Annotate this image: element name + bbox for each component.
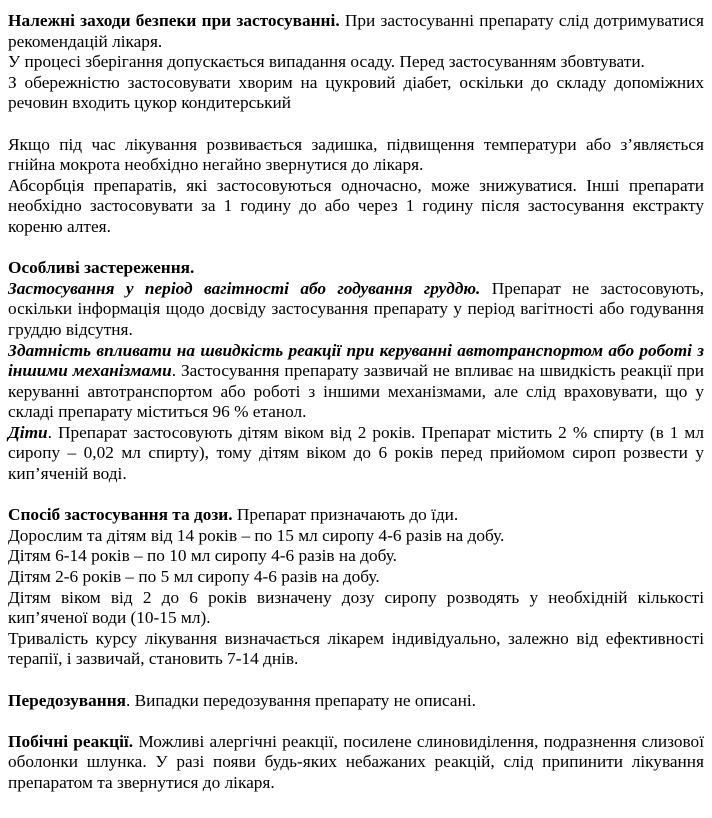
side-effects-paragraph — [8, 732, 704, 794]
diabetes-paragraph: З обережністю застосовувати хворим на цукровий діабет, оскільки до складу допоміжних речовин входить цукор кондитерський — [8, 72, 704, 113]
side-effects-text: Можливі алергічні реакції, посилене слиновиділення, подразнення слизової оболонки шлунка. У разі появи будь-яких небажаних реакцій, слід припинити лікування препаратом та звернутися до лікаря. — [8, 731, 705, 792]
overdose-heading: Передозування — [8, 690, 127, 710]
dosage-line: Дорослим та дітям від 14 років – по 15 мл сиропу 4-6 разів на добу. — [8, 525, 505, 545]
absorption-paragraph: Абсорбція препаратів, які застосовуються одночасно, може знижуватися. Інші препарати необхідно застосовувати за 1 годину до або через 1 годину після застосування екстракту кореню алтея. — [8, 175, 704, 236]
safety-heading: Належні заходи безпеки при застосуванні. — [8, 11, 340, 30]
driving-paragraph — [8, 341, 704, 423]
overdose-text: . Випадки передозування препарату не описані. — [126, 690, 476, 710]
side-effects-heading: Побічні реакції. — [8, 731, 134, 751]
driving-heading: Здатність впливати на швидкість реакції при керуванні автотранспортом або роботі з іншими механізмами — [8, 340, 704, 381]
spacer — [8, 711, 704, 732]
children-heading: Діти — [8, 422, 48, 442]
children-paragraph — [8, 423, 704, 485]
sediment-paragraph: У процесі зберігання допускається випадання осаду. Перед застосуванням збовтувати. — [8, 52, 645, 72]
dosage-line: Дітям 6-14 років – по 10 мл сиропу 4-6 разів на добу. — [8, 546, 397, 566]
pregnancy-paragraph — [8, 279, 704, 341]
pregnancy-heading: Застосування у період вагітності або годування груддю. — [8, 278, 481, 298]
spacer — [8, 670, 704, 691]
overdose-paragraph — [8, 691, 704, 712]
doctor-warning-paragraph: Якщо під час лікування розвивається задишка, підвищення температури або з’являється гнійна мокрота необхідно негайно звернутися до лікаря. — [8, 134, 704, 175]
children-text: . Препарат застосовують дітям віком від 2 років. Препарат містить 2 % спирту (в 1 мл сиропу – 0,02 мл спирту), тому дітям віком до 6 років перед прийомом сироп розвести у кип’яченій воді. — [8, 422, 704, 484]
safety-text: При застосуванні препарату слід дотримуватися рекомендацій лікаря. — [8, 11, 705, 51]
spacer — [8, 485, 704, 506]
dosage-heading: Спосіб застосування та дози. — [8, 505, 233, 525]
dosage-line: Тривалість курсу лікування визначається лікарем індивідуально, залежно від ефективності терапії, і зазвичай, становить 7-14 днів. — [8, 628, 704, 669]
safety-paragraph — [8, 11, 704, 52]
special-warnings-heading: Особливі застереження. — [8, 258, 195, 278]
dosage-paragraph — [8, 505, 704, 526]
spacer — [8, 238, 704, 259]
dosage-intro: Препарат призначають до їди. — [232, 505, 459, 525]
pregnancy-text: Препарат не застосовують, оскільки інформація щодо досвіду застосування препарату у період вагітності або годування груддю відсутня. — [8, 278, 704, 339]
dosage-line: Дітям віком від 2 до 6 років визначену дозу сиропу розводять у необхідній кількості кип’яченої води (10-15 мл). — [8, 587, 704, 628]
dosage-line: Дітям 2-6 років – по 5 мл сиропу 4-6 разів на добу. — [8, 567, 380, 587]
driving-text: . Застосування препарату зазвичай не впливає на швидкість реакції при керуванні автотранспортом або роботі з іншими механізмами, але слід враховувати, що у складі препарату міститься 96 % етанол. — [8, 361, 704, 422]
spacer — [8, 114, 704, 135]
